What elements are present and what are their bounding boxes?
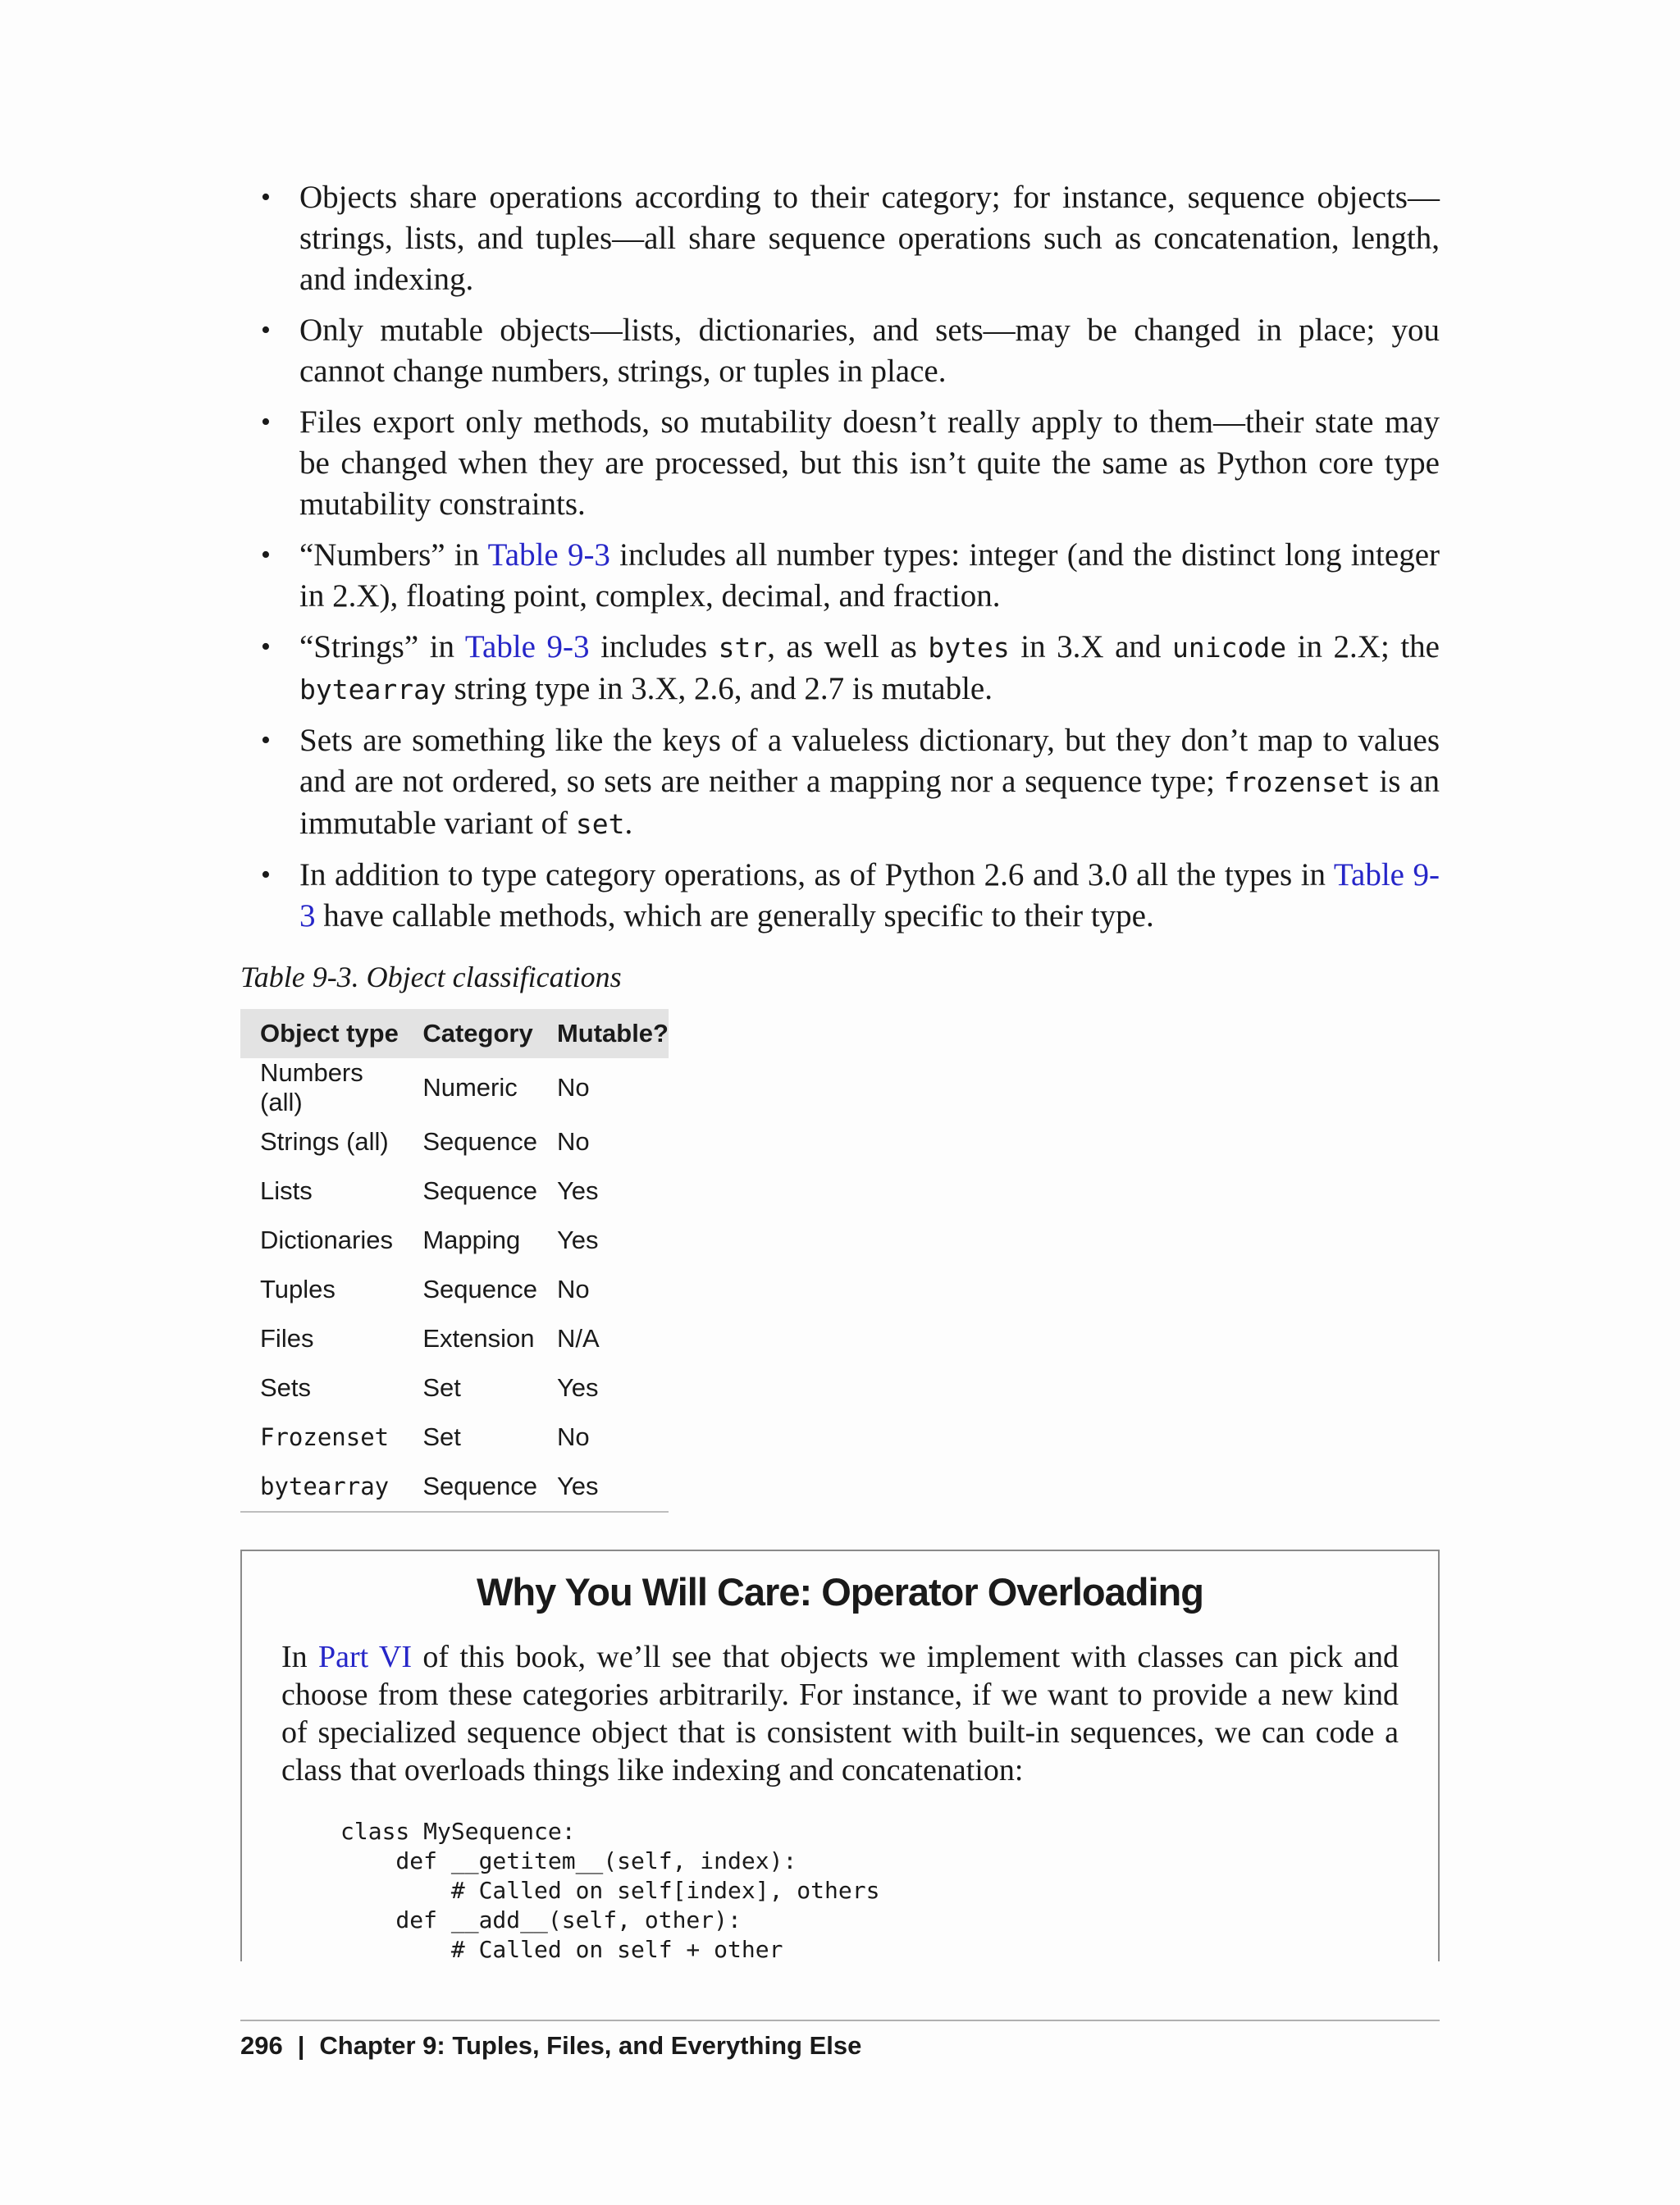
inline-code: str: [718, 632, 768, 664]
bullet-text: Only mutable objects—lists, dictionaries, and sets—may be changed in place; you cannot change numbers, strings, or tuples in place.: [299, 313, 1440, 389]
table-cell: Strings (all): [260, 1127, 389, 1156]
list-item: [240, 535, 1440, 617]
inline-code: bytearray: [299, 673, 446, 705]
list-item: [240, 720, 1440, 845]
footer-separator: |: [297, 2031, 305, 2060]
table-reference-link[interactable]: Table 9-3: [464, 629, 590, 664]
table-cell: Yes: [556, 1176, 599, 1205]
bullet-text: includes: [589, 629, 719, 664]
object-classifications-table: [240, 1009, 669, 1513]
table-cell: Sets: [260, 1373, 312, 1402]
sidebar-body: [281, 1638, 1399, 1789]
chapter-title: Chapter 9: Tuples, Files, and Everything Else: [319, 2031, 862, 2060]
bullet-list: [240, 177, 1440, 947]
bullet-text: “Strings” in: [299, 629, 465, 664]
list-item: [240, 310, 1440, 392]
table-cell: Yes: [537, 1462, 669, 1512]
table-cell: Sequence: [422, 1127, 537, 1156]
table-cell: Files: [260, 1324, 314, 1353]
table-cell: Dictionaries: [260, 1226, 393, 1254]
table-reference-link[interactable]: Table 9-3: [487, 537, 610, 573]
table-reference-link[interactable]: Table 9-3: [299, 857, 1440, 934]
column-header: Mutable?: [537, 1009, 669, 1058]
sidebar-title: Why You Will Care: Operator Overloading: [477, 1570, 1203, 1614]
bullet-text: , as well as: [767, 629, 929, 664]
list-item: [240, 627, 1440, 710]
table-cell: Yes: [556, 1226, 599, 1254]
table-cell: bytearray: [240, 1462, 403, 1512]
table-cell: Sequence: [422, 1275, 537, 1303]
table-cell: Tuples: [260, 1275, 336, 1303]
table-row: [240, 1314, 669, 1363]
table-cell: N/A: [556, 1324, 600, 1353]
bullet-text: string type in 3.X, 2.6, and 2.7 is mutable.: [445, 671, 993, 706]
table-row: [240, 1166, 669, 1216]
bullet-text: have callable methods, which are generally specific to their type.: [315, 898, 1154, 934]
table-cell: Sequence: [403, 1462, 537, 1512]
bullet-text: In addition to type category operations, as of Python 2.6 and 3.0 all the types in: [299, 857, 1334, 892]
sidebar-text: In: [281, 1640, 318, 1674]
table-row: [240, 1462, 669, 1512]
table-cell: No: [556, 1275, 590, 1303]
bullet-text: Objects share operations according to their category; for instance, sequence objects—strings, lists, and tuples—all share sequence operations such as concatenation, length, and indexing.: [299, 180, 1440, 297]
sidebar-text: of this book, we’ll see that objects we implement with classes can pick and choose from these categories arbitrarily. For instance, if we want to provide a new kind of specialized sequence object that is consistent with built-in sequences, we can code a class that overloads things like indexing and concatenation:: [281, 1640, 1399, 1787]
code-block: class MySequence: def __getitem__(self, index): # Called on self[index], others def __add__(self, other): # Called on self + other: [340, 1818, 880, 1963]
table-cell: Sequence: [422, 1176, 537, 1205]
table-row: [240, 1363, 669, 1413]
column-header: Object type: [240, 1009, 403, 1058]
table-cell: Yes: [556, 1373, 599, 1402]
list-item: [240, 855, 1440, 937]
table-cell: Mapping: [422, 1226, 521, 1254]
table-row: [240, 1058, 669, 1117]
table-cell: Lists: [260, 1176, 313, 1205]
bullet-text: .: [624, 806, 633, 841]
table-caption: Table 9-3. Object classifications: [240, 961, 622, 993]
bullet-text: is an immutable variant of: [299, 764, 1440, 841]
bullet-text: Files export only methods, so mutability doesn’t really apply to them—their state may be changed when they are processed, but this isn’t quite the same as Python core type mutability constraints.: [299, 404, 1440, 522]
table-cell: Frozenset: [260, 1423, 390, 1451]
table-cell: Extension: [422, 1324, 535, 1353]
table-cell: No: [556, 1073, 590, 1102]
inline-code: set: [575, 808, 625, 840]
bullet-text: in 3.X and: [1009, 629, 1172, 664]
page-footer: [240, 2031, 861, 2061]
inline-code: unicode: [1172, 632, 1287, 664]
inline-code: bytes: [928, 632, 1010, 664]
sidebar-box: [240, 1550, 1440, 1961]
list-item: [240, 177, 1440, 300]
table-header-row: [240, 1009, 669, 1058]
bullet-text: in 2.X; the: [1286, 629, 1440, 664]
bullet-text: Sets are something like the keys of a valueless dictionary, but they don’t map to values and are not ordered, so sets are neither a mapping nor a sequence type;: [299, 723, 1440, 799]
part-reference-link[interactable]: Part VI: [318, 1640, 412, 1674]
column-header: Category: [403, 1009, 537, 1058]
list-item: [240, 402, 1440, 525]
table-row: [240, 1265, 669, 1314]
table-cell: Numeric: [422, 1073, 518, 1102]
bullet-text: includes all number types: integer (and the distinct long integer in 2.X), floating point, complex, decimal, and fraction.: [299, 537, 1440, 614]
footer-divider: [240, 2020, 1440, 2021]
table-cell: No: [556, 1422, 590, 1451]
table-cell: No: [556, 1127, 590, 1156]
table-cell: Set: [422, 1373, 461, 1402]
table-row: [240, 1413, 669, 1462]
table-row: [240, 1117, 669, 1166]
inline-code: frozenset: [1223, 766, 1371, 798]
page-number: 296: [240, 2031, 283, 2060]
table-row: [240, 1216, 669, 1265]
table-cell: Set: [422, 1422, 461, 1451]
table-cell: Numbers (all): [260, 1058, 363, 1116]
bullet-text: “Numbers” in: [299, 537, 488, 573]
